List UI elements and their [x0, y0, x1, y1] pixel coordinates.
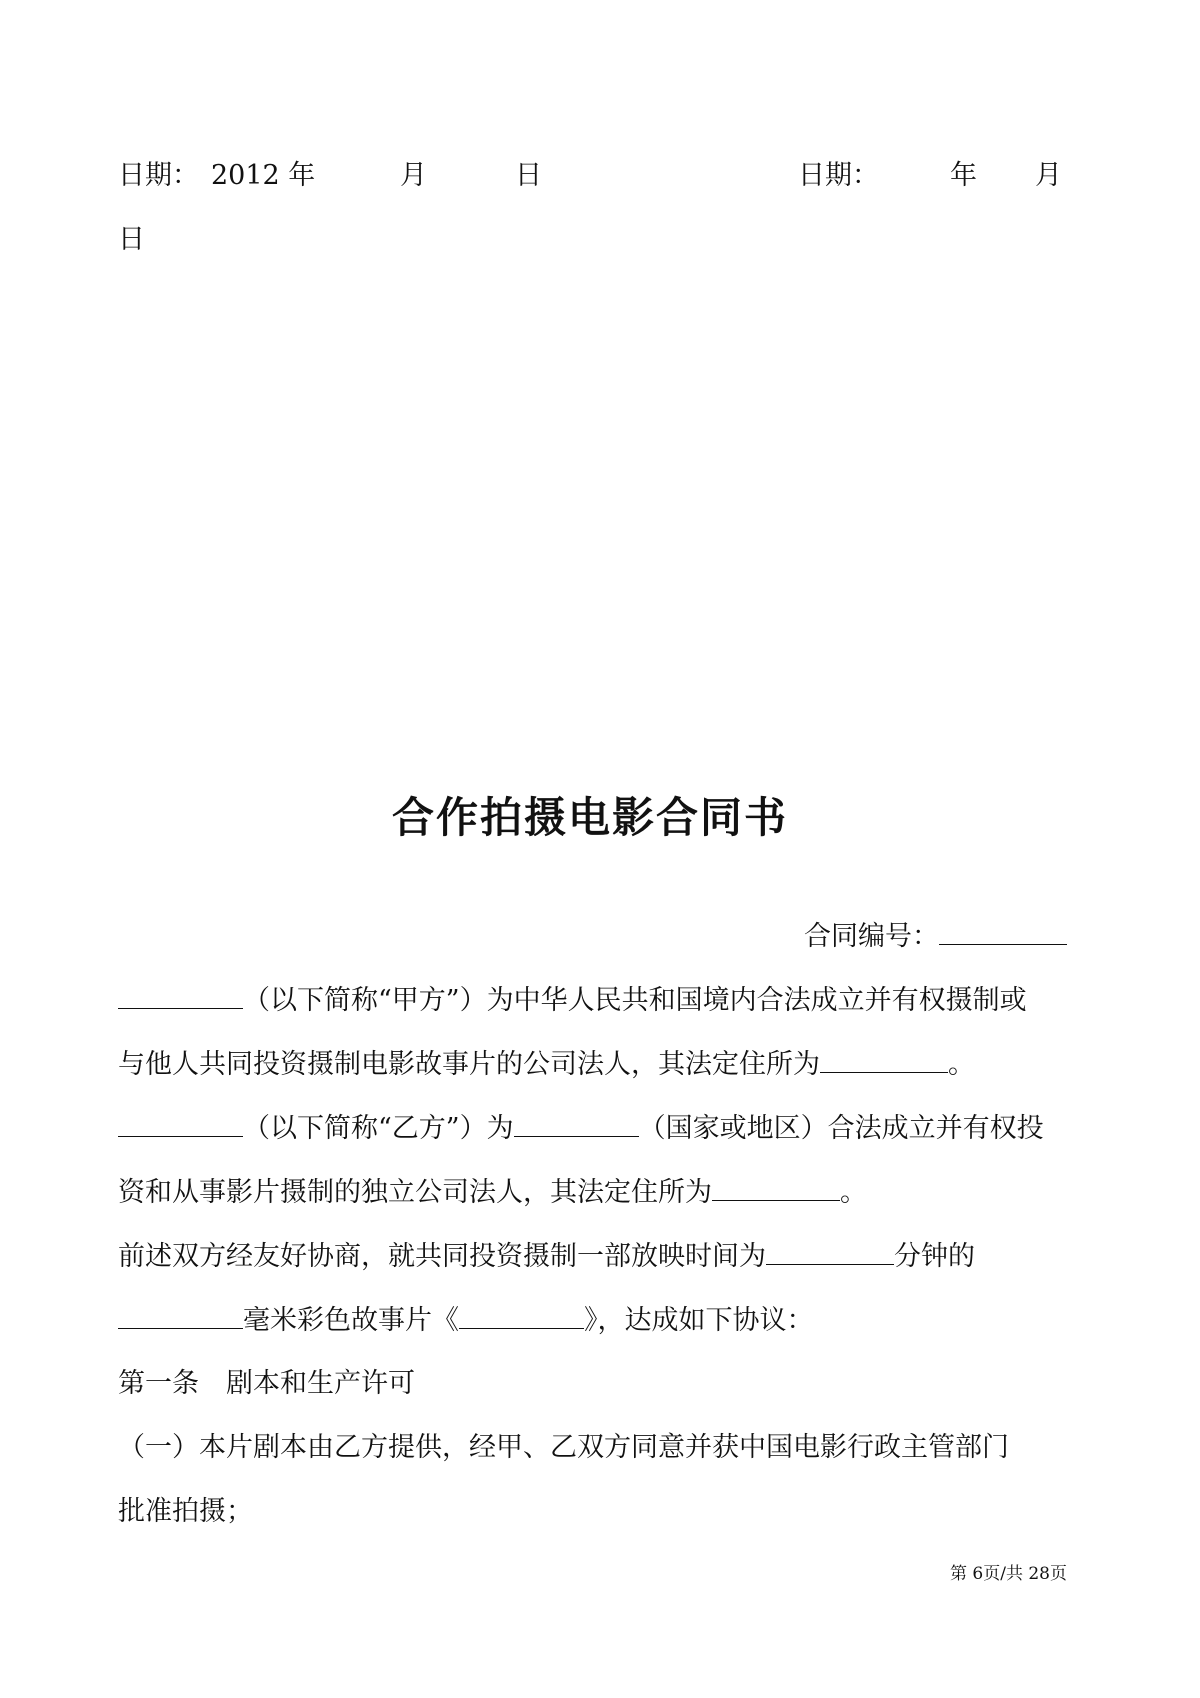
film-title-blank[interactable] — [459, 1302, 584, 1329]
left-date — [118, 158, 315, 194]
right-date-year: 年 — [950, 160, 977, 191]
party-a-text-1: （以下简称“甲方”）为中华人民共和国境内合法成立并有权摄制或 — [243, 985, 1027, 1016]
contract-number-label: 合同编号： — [804, 921, 939, 952]
page-number: 第 6页/共 28页 — [950, 1564, 1067, 1584]
article-1-item-1-line-1: （一）本片剧本由乙方提供，经甲、乙双方同意并获中国电影行政主管部门 — [118, 1432, 1009, 1463]
agreement-line-2 — [118, 1302, 814, 1339]
party-b-text-3: 资和从事影片摄制的独立公司法人，其法定住所为 — [118, 1177, 712, 1208]
party-a-text-2: 与他人共同投资摄制电影故事片的公司法人，其法定住所为 — [118, 1049, 820, 1080]
agreement-text-3: 毫米彩色故事片《 — [243, 1305, 459, 1336]
article-1-item-1-line-2: 批准拍摄； — [118, 1496, 253, 1527]
party-b-line-2 — [118, 1174, 867, 1211]
left-date-label: 日期： — [118, 160, 199, 191]
party-b-period: 。 — [840, 1177, 867, 1208]
agreement-text-1: 前述双方经友好协商，就共同投资摄制一部放映时间为 — [118, 1241, 766, 1272]
left-date-month: 月 — [400, 160, 427, 191]
party-a-line-2 — [118, 1046, 975, 1083]
party-a-name-blank[interactable] — [118, 982, 243, 1009]
party-a-address-blank[interactable] — [820, 1046, 948, 1073]
contract-number-blank[interactable] — [939, 918, 1067, 945]
agreement-text-2: 分钟的 — [894, 1241, 975, 1272]
agreement-line-1 — [118, 1238, 975, 1275]
party-b-line-1 — [118, 1110, 1044, 1147]
right-date-month: 月 — [1035, 160, 1062, 191]
contract-number-line — [804, 918, 1067, 955]
right-date-label: 日期： — [798, 160, 879, 191]
right-date-day: 日 — [118, 224, 145, 255]
party-b-text-1: （以下简称“乙方”）为 — [243, 1113, 514, 1144]
duration-blank[interactable] — [766, 1238, 894, 1265]
party-b-text-2: （国家或地区）合法成立并有权投 — [638, 1113, 1044, 1144]
party-b-country-blank[interactable] — [514, 1110, 639, 1137]
film-gauge-blank[interactable] — [118, 1302, 243, 1329]
contract-title: 合作拍摄电影合同书 — [391, 793, 788, 842]
party-a-line-1 — [118, 982, 1027, 1019]
article-1-heading: 第一条 剧本和生产许可 — [118, 1368, 415, 1399]
party-b-address-blank[interactable] — [712, 1174, 840, 1201]
party-a-period: 。 — [948, 1049, 975, 1080]
agreement-text-4: 》，达成如下协议： — [584, 1305, 814, 1336]
left-date-year: 2012 年 — [211, 160, 316, 191]
left-date-day: 日 — [515, 160, 542, 191]
party-b-name-blank[interactable] — [118, 1110, 243, 1137]
